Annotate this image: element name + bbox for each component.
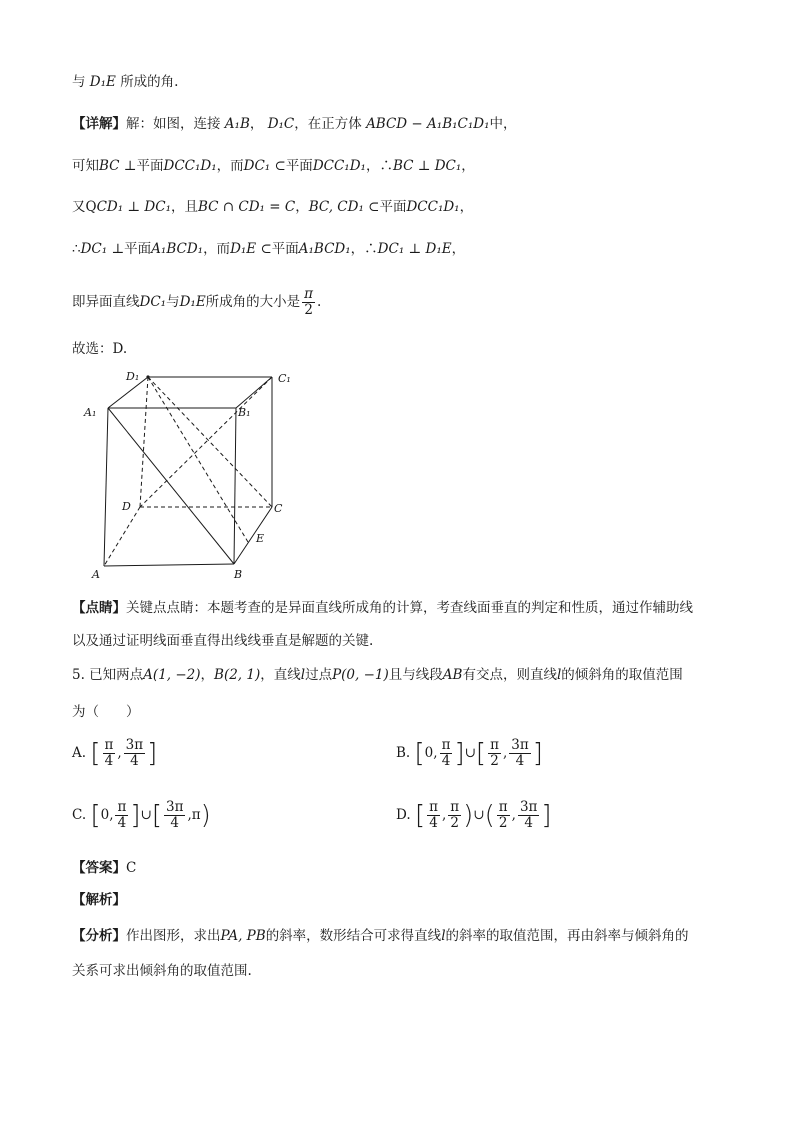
- text: 且与线段: [388, 667, 443, 683]
- edge-BC: [234, 507, 272, 564]
- label-A1: A₁: [84, 406, 97, 419]
- text-line-4: [72, 198, 473, 216]
- math-D1C: D₁C: [267, 116, 295, 132]
- text-line-2: [72, 115, 517, 133]
- label-C: C: [274, 502, 283, 515]
- label-B: B: [234, 568, 243, 581]
- text: ∴: [72, 241, 81, 257]
- diag-D1C: [148, 377, 272, 507]
- text: 所成角的大小是: [205, 294, 301, 310]
- label-A: A: [92, 568, 100, 581]
- math-PA-PB: PA, PB: [220, 928, 266, 944]
- math-A1B: A₁B: [224, 116, 250, 132]
- question-5-line-2: 为（ ）: [72, 704, 140, 720]
- text: 平面: [285, 158, 313, 174]
- math: BC ⊥: [99, 158, 137, 174]
- text: 5. 已知两点: [72, 667, 144, 683]
- text: 过点: [305, 667, 333, 683]
- math: DC₁ ⊂: [243, 158, 286, 174]
- math: A₁BCD₁: [151, 241, 204, 257]
- text: ，而: [216, 158, 244, 174]
- text: ，: [295, 199, 309, 215]
- math-AB: AB: [442, 667, 463, 683]
- text: 可知: [72, 158, 99, 174]
- text: 的倾斜角的取值范围: [561, 667, 683, 683]
- diag-A1B: [108, 408, 234, 564]
- vertex-D1: [146, 375, 149, 378]
- text-line-3: [72, 157, 475, 175]
- text: ，∴: [350, 241, 378, 257]
- text-line-5: [72, 240, 465, 258]
- text-line-1: [72, 73, 178, 91]
- jiexi-tag: 【解析】: [72, 892, 126, 908]
- math-cube: ABCD − A₁B₁C₁D₁: [366, 116, 490, 132]
- math: CD₁ ⊥ DC₁: [96, 199, 171, 215]
- edge-DA: [104, 507, 140, 566]
- text: 与: [166, 294, 180, 310]
- text: 的斜率的取值范围，再由斜率与倾斜角的: [445, 928, 689, 944]
- answer-line: [72, 859, 136, 877]
- text: 中，: [489, 116, 517, 132]
- text: ，: [461, 158, 475, 174]
- math-l: l: [556, 667, 562, 683]
- math-point-B: B(2, 1): [214, 667, 261, 683]
- cube-figure: [82, 362, 302, 584]
- fraction-pi-over-2: $\frac{\pi}{2}$: [304, 286, 314, 318]
- math: DCC₁D₁: [163, 158, 217, 174]
- jiexi-line: [72, 891, 126, 909]
- text: 平面: [136, 158, 164, 174]
- label-C1: C₁: [278, 372, 291, 385]
- option-A[interactable]: A. [ $\frac{\pi}{4}$ , $\frac{3\pi}{4}$ ]: [72, 737, 158, 769]
- text: 所成的角.: [120, 74, 179, 90]
- label-D1: D₁: [126, 370, 140, 383]
- math-point-A: A(1, −2): [143, 667, 201, 683]
- text: ，: [200, 667, 215, 683]
- text: ，在正方体: [294, 116, 362, 132]
- math: DCC₁D₁: [406, 199, 460, 215]
- dianjing-line-2: 以及通过证明线面垂直得出线线垂直是解题的关键.: [72, 633, 374, 649]
- text: 有交点，则直线: [462, 667, 557, 683]
- text: ，且: [171, 199, 198, 215]
- math: D₁E: [179, 294, 206, 310]
- math-point-P: P(0, −1): [332, 667, 389, 683]
- text: 即异面直线: [72, 294, 140, 310]
- text: 关键点点睛：本题考查的是异面直线所成角的计算，考查线面垂直的判定和性质，通过作辅助线: [126, 600, 693, 616]
- text: 与: [72, 74, 86, 90]
- edge-D1D: [140, 377, 148, 507]
- question-5-line-1: [72, 666, 683, 684]
- edge-B1B: [234, 408, 236, 564]
- math-l: l: [300, 667, 306, 683]
- text: ，: [459, 199, 474, 215]
- line-D1E: [148, 377, 248, 542]
- text: 又Q: [72, 199, 97, 215]
- math: A₁BCD₁: [298, 241, 351, 257]
- text: ，而: [203, 241, 231, 257]
- label-D: D: [122, 500, 131, 513]
- text: ，∴: [365, 158, 393, 174]
- text: .: [317, 294, 322, 310]
- fenxi-tag: 【分析】: [72, 928, 126, 944]
- dianjing-tag: 【点睛】: [72, 600, 126, 616]
- math: BC ⊥ DC₁: [392, 158, 462, 174]
- text: 作出图形，求出: [126, 928, 221, 944]
- text: ，: [451, 241, 466, 257]
- text: 平面: [271, 241, 299, 257]
- option-C[interactable]: C. [0, $\frac{\pi}{4}$ ]∪[ $\frac{3\pi}{4}$ ,π): [72, 799, 211, 831]
- answer-tag: 【答案】: [72, 860, 126, 876]
- analysis-line-2: 关系可求出倾斜角的取值范围.: [72, 963, 252, 979]
- math: DC₁ ⊥: [80, 241, 125, 257]
- text: ，: [249, 116, 264, 132]
- math-l: l: [441, 928, 446, 944]
- answer-value: C: [126, 860, 137, 876]
- math: DCC₁D₁: [312, 158, 366, 174]
- text: 的斜率，数形结合可求得直线: [265, 928, 442, 944]
- option-D[interactable]: D. [ $\frac{\pi}{4}$ , $\frac{\pi}{2}$ )∪( $\frac{\pi}{2}$ , $\frac{3\pi}{4}$ ]: [396, 799, 552, 831]
- analysis-line-1: [72, 927, 689, 945]
- math: D₁E ⊂: [230, 241, 272, 257]
- math: DC₁: [139, 294, 167, 310]
- detail-tag: 【详解】: [72, 116, 126, 132]
- text-line-6: [72, 285, 321, 319]
- text: ，直线: [260, 667, 301, 683]
- text-line-7: 故选：D.: [72, 341, 128, 357]
- text: 解：如图，连接: [126, 116, 221, 132]
- label-E: E: [256, 532, 265, 545]
- math: BC ∩ CD₁ = C: [198, 199, 296, 215]
- option-B[interactable]: B. [0, $\frac{\pi}{4}$ ]∪[ $\frac{\pi}{2}$ , $\frac{3\pi}{4}$ ]: [396, 737, 543, 769]
- math: BC, CD₁ ⊂: [308, 199, 380, 215]
- dianjing-line-1: [72, 599, 693, 617]
- text: 平面: [379, 199, 407, 215]
- math: DC₁ ⊥ D₁E: [377, 241, 452, 257]
- label-B1: B₁: [238, 406, 251, 419]
- edge-A1A: [104, 408, 108, 566]
- math-D1E: D₁E: [89, 74, 116, 90]
- edge-AB: [104, 564, 234, 566]
- text: 平面: [124, 241, 152, 257]
